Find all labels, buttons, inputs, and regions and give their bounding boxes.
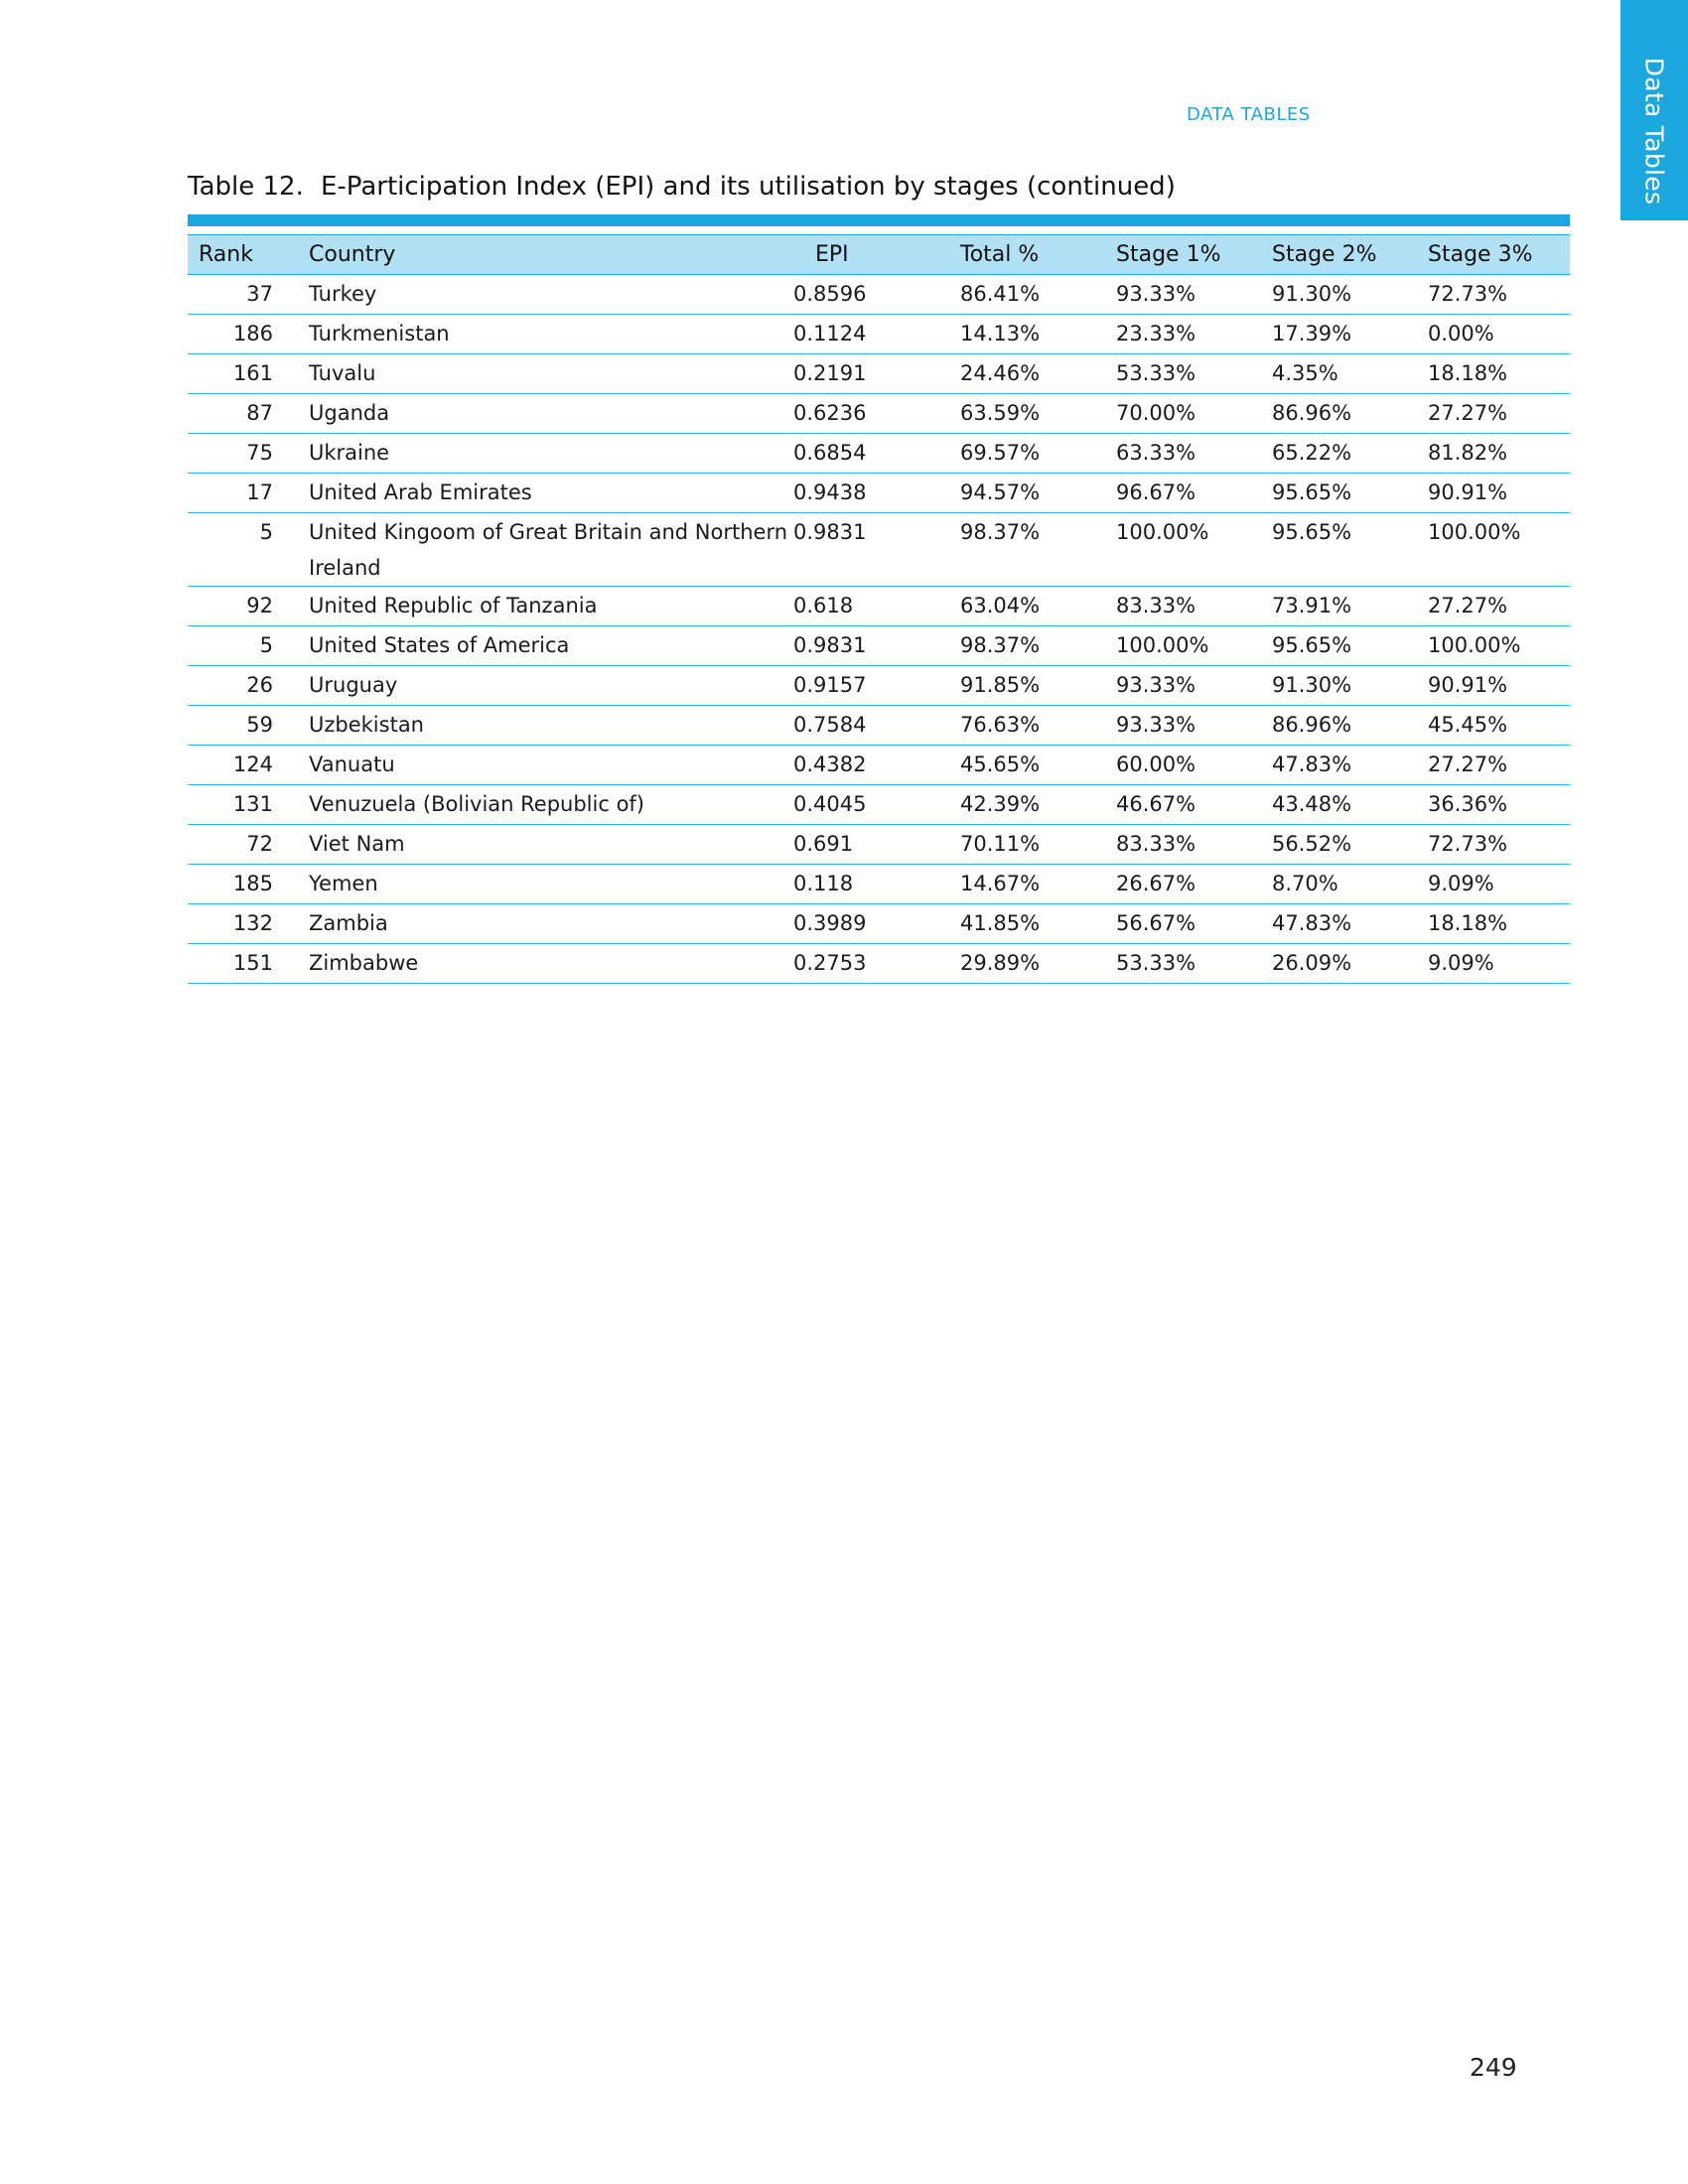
cell-rank: 75 — [188, 434, 298, 474]
cell-stage3: 100.00% — [1417, 626, 1570, 666]
cell-stage1: 60.00% — [1105, 746, 1261, 785]
cell-stage2: 91.30% — [1261, 275, 1417, 315]
cell-stage2: 4.35% — [1261, 354, 1417, 394]
cell-epi: 0.9157 — [793, 666, 949, 706]
cell-rank: 5 — [188, 626, 298, 666]
cell-stage3: 90.91% — [1417, 474, 1570, 513]
cell-total: 76.63% — [949, 706, 1105, 746]
cell-epi: 0.4045 — [793, 785, 949, 825]
cell-country: United Kingoom of Great Britain and Northern Ireland — [298, 513, 793, 587]
cell-stage3: 9.09% — [1417, 944, 1570, 984]
cell-stage1: 100.00% — [1105, 513, 1261, 587]
cell-country: Ukraine — [298, 434, 793, 474]
table-row — [188, 944, 1570, 984]
cell-rank: 131 — [188, 785, 298, 825]
cell-rank: 5 — [188, 513, 298, 587]
cell-stage2: 26.09% — [1261, 944, 1417, 984]
table-row — [188, 746, 1570, 785]
cell-stage3: 36.36% — [1417, 785, 1570, 825]
cell-stage2: 95.65% — [1261, 626, 1417, 666]
cell-rank: 17 — [188, 474, 298, 513]
column-header-epi: EPI — [793, 235, 949, 275]
cell-stage1: 26.67% — [1105, 865, 1261, 904]
cell-total: 45.65% — [949, 746, 1105, 785]
cell-stage1: 93.33% — [1105, 666, 1261, 706]
cell-country: Viet Nam — [298, 825, 793, 865]
section-tab-label: Data Tables — [1639, 57, 1669, 205]
cell-total: 14.67% — [949, 865, 1105, 904]
cell-stage3: 27.27% — [1417, 394, 1570, 434]
cell-country: Uzbekistan — [298, 706, 793, 746]
table-row — [188, 865, 1570, 904]
cell-country: Uganda — [298, 394, 793, 434]
cell-epi: 0.4382 — [793, 746, 949, 785]
cell-stage1: 93.33% — [1105, 275, 1261, 315]
cell-stage2: 56.52% — [1261, 825, 1417, 865]
cell-stage2: 17.39% — [1261, 315, 1417, 354]
cell-stage1: 100.00% — [1105, 626, 1261, 666]
table-header-row — [188, 235, 1570, 275]
cell-total: 63.04% — [949, 587, 1105, 626]
cell-stage2: 86.96% — [1261, 706, 1417, 746]
cell-epi: 0.1124 — [793, 315, 949, 354]
cell-stage2: 8.70% — [1261, 865, 1417, 904]
cell-country: Uruguay — [298, 666, 793, 706]
cell-epi: 0.118 — [793, 865, 949, 904]
cell-stage3: 100.00% — [1417, 513, 1570, 587]
table-number: Table 12. — [188, 172, 304, 202]
cell-stage3: 81.82% — [1417, 434, 1570, 474]
cell-epi: 0.8596 — [793, 275, 949, 315]
cell-stage2: 47.83% — [1261, 746, 1417, 785]
cell-rank: 72 — [188, 825, 298, 865]
cell-total: 94.57% — [949, 474, 1105, 513]
table-row — [188, 434, 1570, 474]
column-header-stage2: Stage 2% — [1261, 235, 1417, 275]
column-header-stage1: Stage 1% — [1105, 235, 1261, 275]
cell-total: 91.85% — [949, 666, 1105, 706]
cell-epi: 0.2191 — [793, 354, 949, 394]
cell-rank: 186 — [188, 315, 298, 354]
cell-stage3: 45.45% — [1417, 706, 1570, 746]
cell-stage1: 46.67% — [1105, 785, 1261, 825]
cell-stage1: 53.33% — [1105, 354, 1261, 394]
cell-stage3: 9.09% — [1417, 865, 1570, 904]
cell-stage1: 70.00% — [1105, 394, 1261, 434]
cell-stage1: 93.33% — [1105, 706, 1261, 746]
cell-stage1: 23.33% — [1105, 315, 1261, 354]
cell-stage3: 27.27% — [1417, 587, 1570, 626]
cell-epi: 0.3989 — [793, 904, 949, 944]
table-row — [188, 825, 1570, 865]
cell-stage2: 65.22% — [1261, 434, 1417, 474]
cell-epi: 0.618 — [793, 587, 949, 626]
cell-rank: 87 — [188, 394, 298, 434]
cell-total: 98.37% — [949, 626, 1105, 666]
cell-stage1: 83.33% — [1105, 825, 1261, 865]
table-row — [188, 513, 1570, 587]
cell-epi: 0.7584 — [793, 706, 949, 746]
column-header-stage3: Stage 3% — [1417, 235, 1570, 275]
cell-country: Tuvalu — [298, 354, 793, 394]
cell-rank: 37 — [188, 275, 298, 315]
cell-epi: 0.6854 — [793, 434, 949, 474]
cell-rank: 26 — [188, 666, 298, 706]
cell-country: United Republic of Tanzania — [298, 587, 793, 626]
cell-country: Zimbabwe — [298, 944, 793, 984]
column-header-total: Total % — [949, 235, 1105, 275]
cell-rank: 124 — [188, 746, 298, 785]
table-body — [188, 275, 1570, 984]
cell-stage3: 27.27% — [1417, 746, 1570, 785]
cell-stage2: 86.96% — [1261, 394, 1417, 434]
cell-epi: 0.691 — [793, 825, 949, 865]
cell-total: 42.39% — [949, 785, 1105, 825]
table-row — [188, 706, 1570, 746]
table-row — [188, 785, 1570, 825]
cell-stage3: 0.00% — [1417, 315, 1570, 354]
cell-total: 86.41% — [949, 275, 1105, 315]
cell-stage2: 95.65% — [1261, 474, 1417, 513]
cell-total: 63.59% — [949, 394, 1105, 434]
cell-stage2: 95.65% — [1261, 513, 1417, 587]
cell-country: Vanuatu — [298, 746, 793, 785]
cell-epi: 0.6236 — [793, 394, 949, 434]
cell-stage3: 18.18% — [1417, 354, 1570, 394]
table-row — [188, 474, 1570, 513]
cell-total: 98.37% — [949, 513, 1105, 587]
cell-stage2: 91.30% — [1261, 666, 1417, 706]
cell-stage3: 90.91% — [1417, 666, 1570, 706]
table-row — [188, 275, 1570, 315]
cell-country: United States of America — [298, 626, 793, 666]
table-row — [188, 315, 1570, 354]
cell-country: Venuzuela (Bolivian Republic of) — [298, 785, 793, 825]
cell-stage1: 63.33% — [1105, 434, 1261, 474]
cell-stage2: 73.91% — [1261, 587, 1417, 626]
cell-total: 69.57% — [949, 434, 1105, 474]
cell-epi: 0.2753 — [793, 944, 949, 984]
column-header-country: Country — [298, 235, 793, 275]
page-number: 249 — [1470, 2053, 1517, 2082]
cell-stage3: 72.73% — [1417, 275, 1570, 315]
cell-stage1: 96.67% — [1105, 474, 1261, 513]
running-header: DATA TABLES — [1187, 104, 1311, 125]
cell-epi: 0.9831 — [793, 626, 949, 666]
cell-stage1: 83.33% — [1105, 587, 1261, 626]
cell-total: 14.13% — [949, 315, 1105, 354]
cell-rank: 92 — [188, 587, 298, 626]
cell-rank: 185 — [188, 865, 298, 904]
cell-country: Turkey — [298, 275, 793, 315]
table-row — [188, 666, 1570, 706]
cell-total: 70.11% — [949, 825, 1105, 865]
cell-stage3: 72.73% — [1417, 825, 1570, 865]
cell-rank: 132 — [188, 904, 298, 944]
cell-total: 29.89% — [949, 944, 1105, 984]
cell-rank: 151 — [188, 944, 298, 984]
cell-epi: 0.9438 — [793, 474, 949, 513]
cell-country: Turkmenistan — [298, 315, 793, 354]
table-title — [188, 172, 1176, 202]
cell-stage2: 43.48% — [1261, 785, 1417, 825]
cell-country: United Arab Emirates — [298, 474, 793, 513]
cell-epi: 0.9831 — [793, 513, 949, 587]
cell-country: Yemen — [298, 865, 793, 904]
cell-total: 24.46% — [949, 354, 1105, 394]
table-title-text: E-Participation Index (EPI) and its utilisation by stages (continued) — [321, 172, 1176, 202]
cell-stage3: 18.18% — [1417, 904, 1570, 944]
column-header-rank: Rank — [188, 235, 298, 275]
table-row — [188, 587, 1570, 626]
cell-rank: 161 — [188, 354, 298, 394]
cell-total: 41.85% — [949, 904, 1105, 944]
table-row — [188, 904, 1570, 944]
cell-stage2: 47.83% — [1261, 904, 1417, 944]
table-row — [188, 354, 1570, 394]
table-row — [188, 394, 1570, 434]
cell-stage1: 53.33% — [1105, 944, 1261, 984]
table-row — [188, 626, 1570, 666]
epi-table — [188, 234, 1570, 984]
cell-country: Zambia — [298, 904, 793, 944]
cell-stage1: 56.67% — [1105, 904, 1261, 944]
cell-rank: 59 — [188, 706, 298, 746]
title-rule — [188, 214, 1570, 226]
